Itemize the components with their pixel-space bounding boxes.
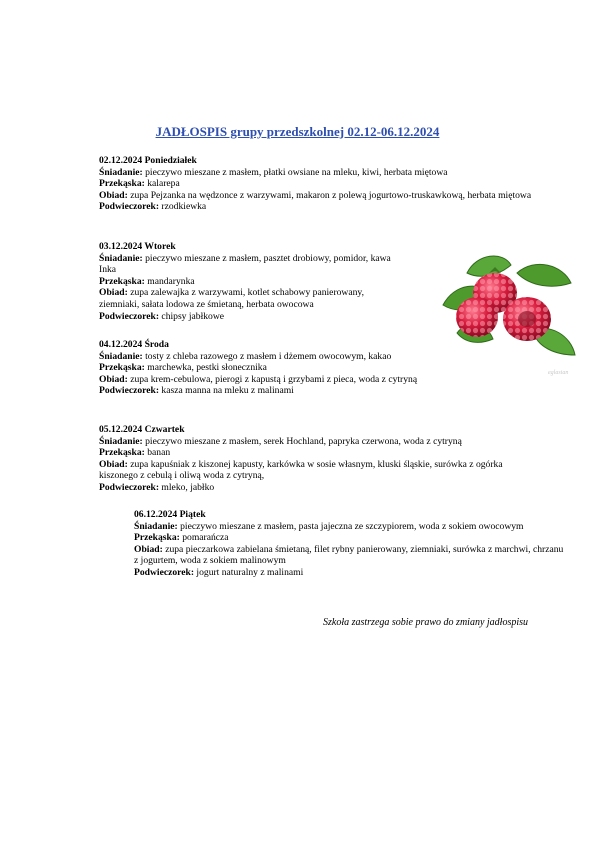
day-thursday (99, 424, 539, 494)
raspberry-icon (437, 243, 577, 363)
day-date: 04.12.2024 Środa (99, 339, 169, 350)
breakfast-text: pieczywo mieszane z masłem, pasta jajeczna ze szczypiorem, woda z sokiem owocowym (177, 520, 524, 532)
lunch-text: zupa kapuśniak z kiszonej kapusty, karkówka w sosie własnym, kluski śląskie, surówka z ogórka kiszonego z cebulą i oliwą woda z cytryną, (99, 458, 503, 482)
snack-line (134, 532, 564, 544)
snack-text: marchewka, pestki słonecznika (144, 362, 267, 374)
afternoon-label: Podwieczorek: (99, 481, 160, 493)
breakfast-label: Śniadanie: (99, 350, 143, 362)
snack-line (99, 447, 539, 459)
lunch-label: Obiad: (99, 287, 128, 299)
lunch-line (99, 374, 429, 386)
day-date: 05.12.2024 Czwartek (99, 424, 185, 435)
day-date: 03.12.2024 Wtorek (99, 241, 176, 252)
lunch-text: zupa Pejzanka na wędzonce z warzywami, makaron z polewą jogurtowo-truskawkową, herbata miętowa (127, 189, 532, 201)
snack-line (99, 178, 549, 190)
lunch-text: zupa pieczarkowa zabielana śmietaną, filet rybny panierowany, ziemniaki, surówka z marchwi, chrzanu z jogurtem, woda z sokiem malinowym (134, 543, 564, 567)
lunch-text: zupa zalewajka z warzywami, kotlet schabowy panierowany, ziemniaki, sałata lodowa ze śmietaną, herbata owocowa (99, 287, 364, 310)
afternoon-text: chipsy jabłkowe (159, 310, 225, 322)
breakfast-label: Śniadanie: (99, 166, 143, 178)
afternoon-text: mleko, jabłko (159, 481, 215, 493)
afternoon-line (134, 567, 564, 579)
lunch-label: Obiad: (99, 458, 128, 470)
lunch-label: Obiad: (99, 373, 128, 385)
snack-text: mandarynka (144, 275, 195, 287)
day-monday (99, 155, 549, 213)
lunch-label: Obiad: (134, 543, 163, 555)
afternoon-line (99, 201, 549, 213)
disclaimer-note: Szkoła zastrzega sobie prawo do zmiany jadłospisu (323, 617, 529, 628)
afternoon-line (99, 482, 539, 494)
day-wednesday (99, 339, 429, 397)
snack-text: kalarepa (144, 178, 180, 190)
snack-label: Przekąska: (134, 532, 180, 544)
breakfast-text: pieczywo mieszane z masłem, pasztet drobiowy, pomidor, kawa Inka (99, 252, 391, 276)
lunch-line (99, 459, 539, 482)
breakfast-line (99, 253, 404, 276)
snack-line (99, 362, 429, 374)
snack-text: banan (144, 447, 171, 459)
menu-title: JADŁOSPIS grupy przedszkolnej 02.12-06.12.2024 (155, 124, 440, 139)
day-tuesday (99, 241, 404, 322)
afternoon-text: jogurt naturalny z malinami (194, 566, 304, 578)
breakfast-label: Śniadanie: (134, 520, 178, 532)
lunch-label: Obiad: (99, 189, 128, 201)
breakfast-line (134, 521, 564, 533)
breakfast-text: pieczywo mieszane z masłem, płatki owsiane na mleku, kiwi, herbata miętowa (142, 166, 448, 178)
afternoon-line (99, 311, 404, 323)
afternoon-label: Podwieczorek: (99, 310, 160, 322)
afternoon-text: kasza manna na mleku z malinami (159, 385, 294, 397)
breakfast-text: pieczywo mieszane z masłem, serek Hochland, papryka czerwona, woda z cytryną (142, 435, 462, 447)
image-signature: eglasian (548, 370, 569, 376)
afternoon-label: Podwieczorek: (134, 566, 195, 578)
breakfast-line (99, 351, 429, 363)
snack-label: Przekąska: (99, 362, 145, 374)
breakfast-text: tosty z chleba razowego z masłem i dżemem owocowym, kakao (142, 350, 392, 362)
breakfast-line (99, 167, 549, 179)
day-date: 06.12.2024 Piątek (134, 509, 206, 520)
day-friday (134, 509, 564, 579)
breakfast-line (99, 436, 539, 448)
snack-line (99, 276, 404, 288)
snack-label: Przekąska: (99, 178, 145, 190)
lunch-line (134, 544, 564, 567)
snack-label: Przekąska: (99, 275, 145, 287)
snack-label: Przekąska: (99, 447, 145, 459)
breakfast-label: Śniadanie: (99, 435, 143, 447)
lunch-line (99, 287, 404, 310)
day-date: 02.12.2024 Poniedziałek (99, 155, 197, 166)
afternoon-line (99, 385, 429, 397)
afternoon-text: rzodkiewka (159, 201, 207, 213)
snack-text: pomarańcza (179, 532, 229, 544)
breakfast-label: Śniadanie: (99, 252, 143, 264)
lunch-text: zupa krem-cebulowa, pierogi z kapustą i grzybami z pieca, woda z cytryną (127, 373, 418, 385)
lunch-line (99, 190, 549, 202)
afternoon-label: Podwieczorek: (99, 201, 160, 213)
afternoon-label: Podwieczorek: (99, 385, 160, 397)
